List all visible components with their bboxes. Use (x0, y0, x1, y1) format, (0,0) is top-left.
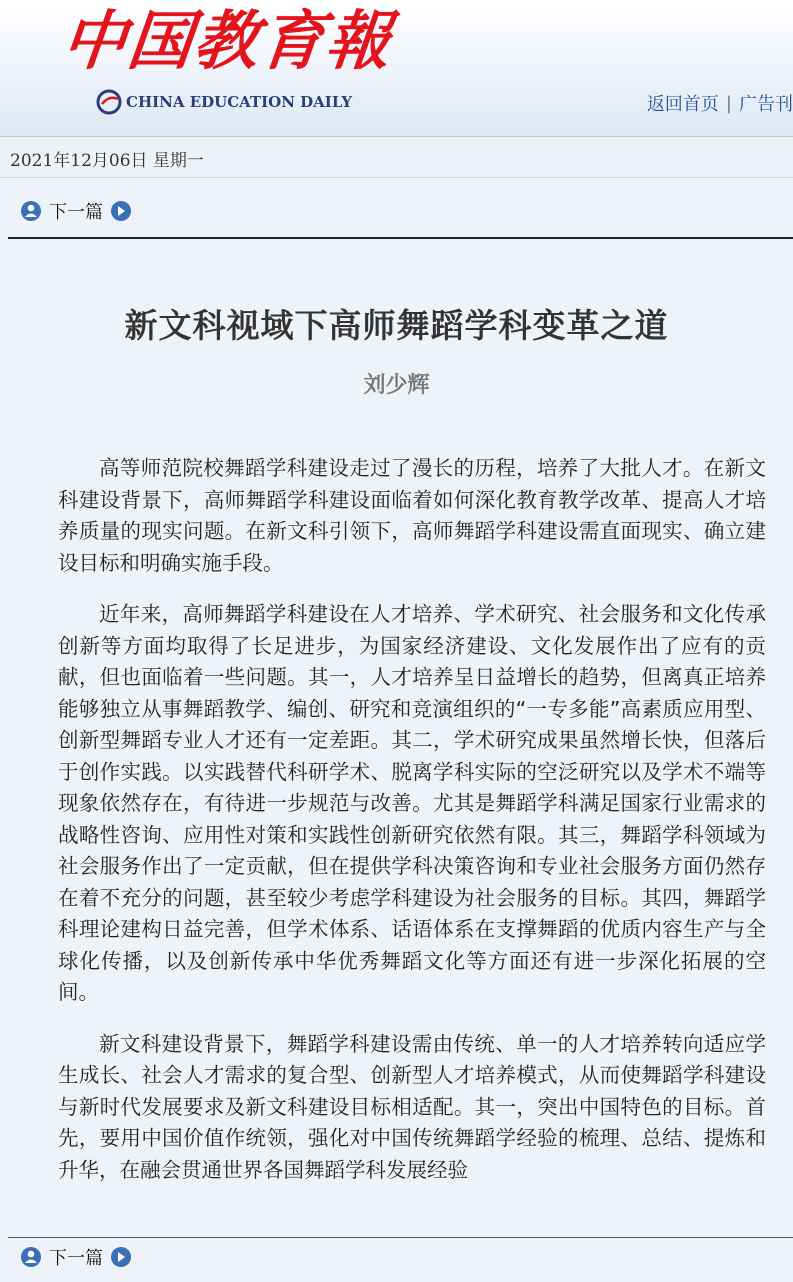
next-article-link[interactable]: 下一篇 (49, 202, 103, 223)
nav-separator: | (725, 92, 732, 114)
newspaper-logo[interactable]: 中国教育報 (58, 4, 396, 79)
next-article-link[interactable]: 下一篇 (49, 1248, 103, 1269)
header-divider (8, 237, 793, 239)
date-bar (0, 137, 793, 178)
footer-divider (8, 1237, 793, 1238)
top-navigation (647, 90, 793, 116)
article-author: 刘少辉 (363, 373, 430, 398)
arrow-right-circle-icon[interactable] (110, 200, 132, 222)
logo-english-name: CHINA EDUCATION DAILY (126, 93, 353, 111)
article-body (58, 453, 766, 1223)
issue-date: 2021年12月06日 星期一 (10, 151, 204, 171)
next-article-nav-top[interactable] (20, 196, 132, 226)
arrow-right-circle-icon[interactable] (110, 1246, 132, 1268)
person-icon (20, 200, 42, 222)
article-paragraph: 高等师范院校舞蹈学科建设走过了漫长的历程，培养了大批人才。在新文科建设背景下，高师舞蹈学科建设面临着如何深化教育教学改革、提高人才培养质量的现实问题。在新文科引领下，高师舞蹈学科建设需直面现实、确立建设目标和明确实施手段。 (58, 456, 766, 575)
next-article-nav-bottom[interactable] (20, 1242, 132, 1272)
person-icon (20, 1246, 42, 1268)
article-title: 新文科视域下高师舞蹈学科变革之道 (124, 306, 669, 346)
home-link[interactable]: 返回首页 (646, 94, 719, 115)
article-paragraph: 新文科建设背景下，舞蹈学科建设需由传统、单一的人才培养转向适应学生成长、社会人才需求的复合型、创新型人才培养模式，从而使舞蹈学科建设与新时代发展要求及新文科建设目标相适配。其一，突出中国特色的目标。首先，要用中国价值作统领，强化对中国传统舞蹈学经验的梳理、总结、提炼和升华，在融会贯通世界各国舞蹈学科发展经验 (58, 1031, 766, 1182)
article-paragraph: 近年来，高师舞蹈学科建设在人才培养、学术研究、社会服务和文化传承创新等方面均取得了长足进步，为国家经济建设、文化发展作出了应有的贡献，但也面临着一些问题。其一，人才培养呈日益增长的趋势，但离真正培养能够独立从事舞蹈教学、编创、研究和竞演组织的“一专多能”高素质应用型、创新型舞蹈专业人才还有一定差距。其二，学术研究成果虽然增长快，但落后于创作实践。以实践替代科研学术、脱离学科实际的空泛研究以及学术不端等现象依然存在，有待进一步规范与改善。尤其是舞蹈学科满足国家行业需求的战略性咨询、应用性对策和实践性创新研究依然有限。其三，舞蹈学科领域为社会服务作出了一定贡献，但在提供学科决策咨询和专业社会服务方面仍然存在着不充分的问题，甚至较少考虑学科建设为社会服务的目标。其四，舞蹈学科理论建构日益完善，但学术体系、话语体系在支撑舞蹈的优质内容生产与全球化传播，以及创新传承中华优秀舞蹈文化等方面还有进一步深化拓展的空间。 (58, 602, 766, 1004)
ads-link[interactable]: 广告刊 (739, 94, 793, 115)
swoosh-logo-icon (96, 89, 122, 115)
masthead (0, 0, 793, 137)
logo-subtitle (96, 88, 352, 116)
